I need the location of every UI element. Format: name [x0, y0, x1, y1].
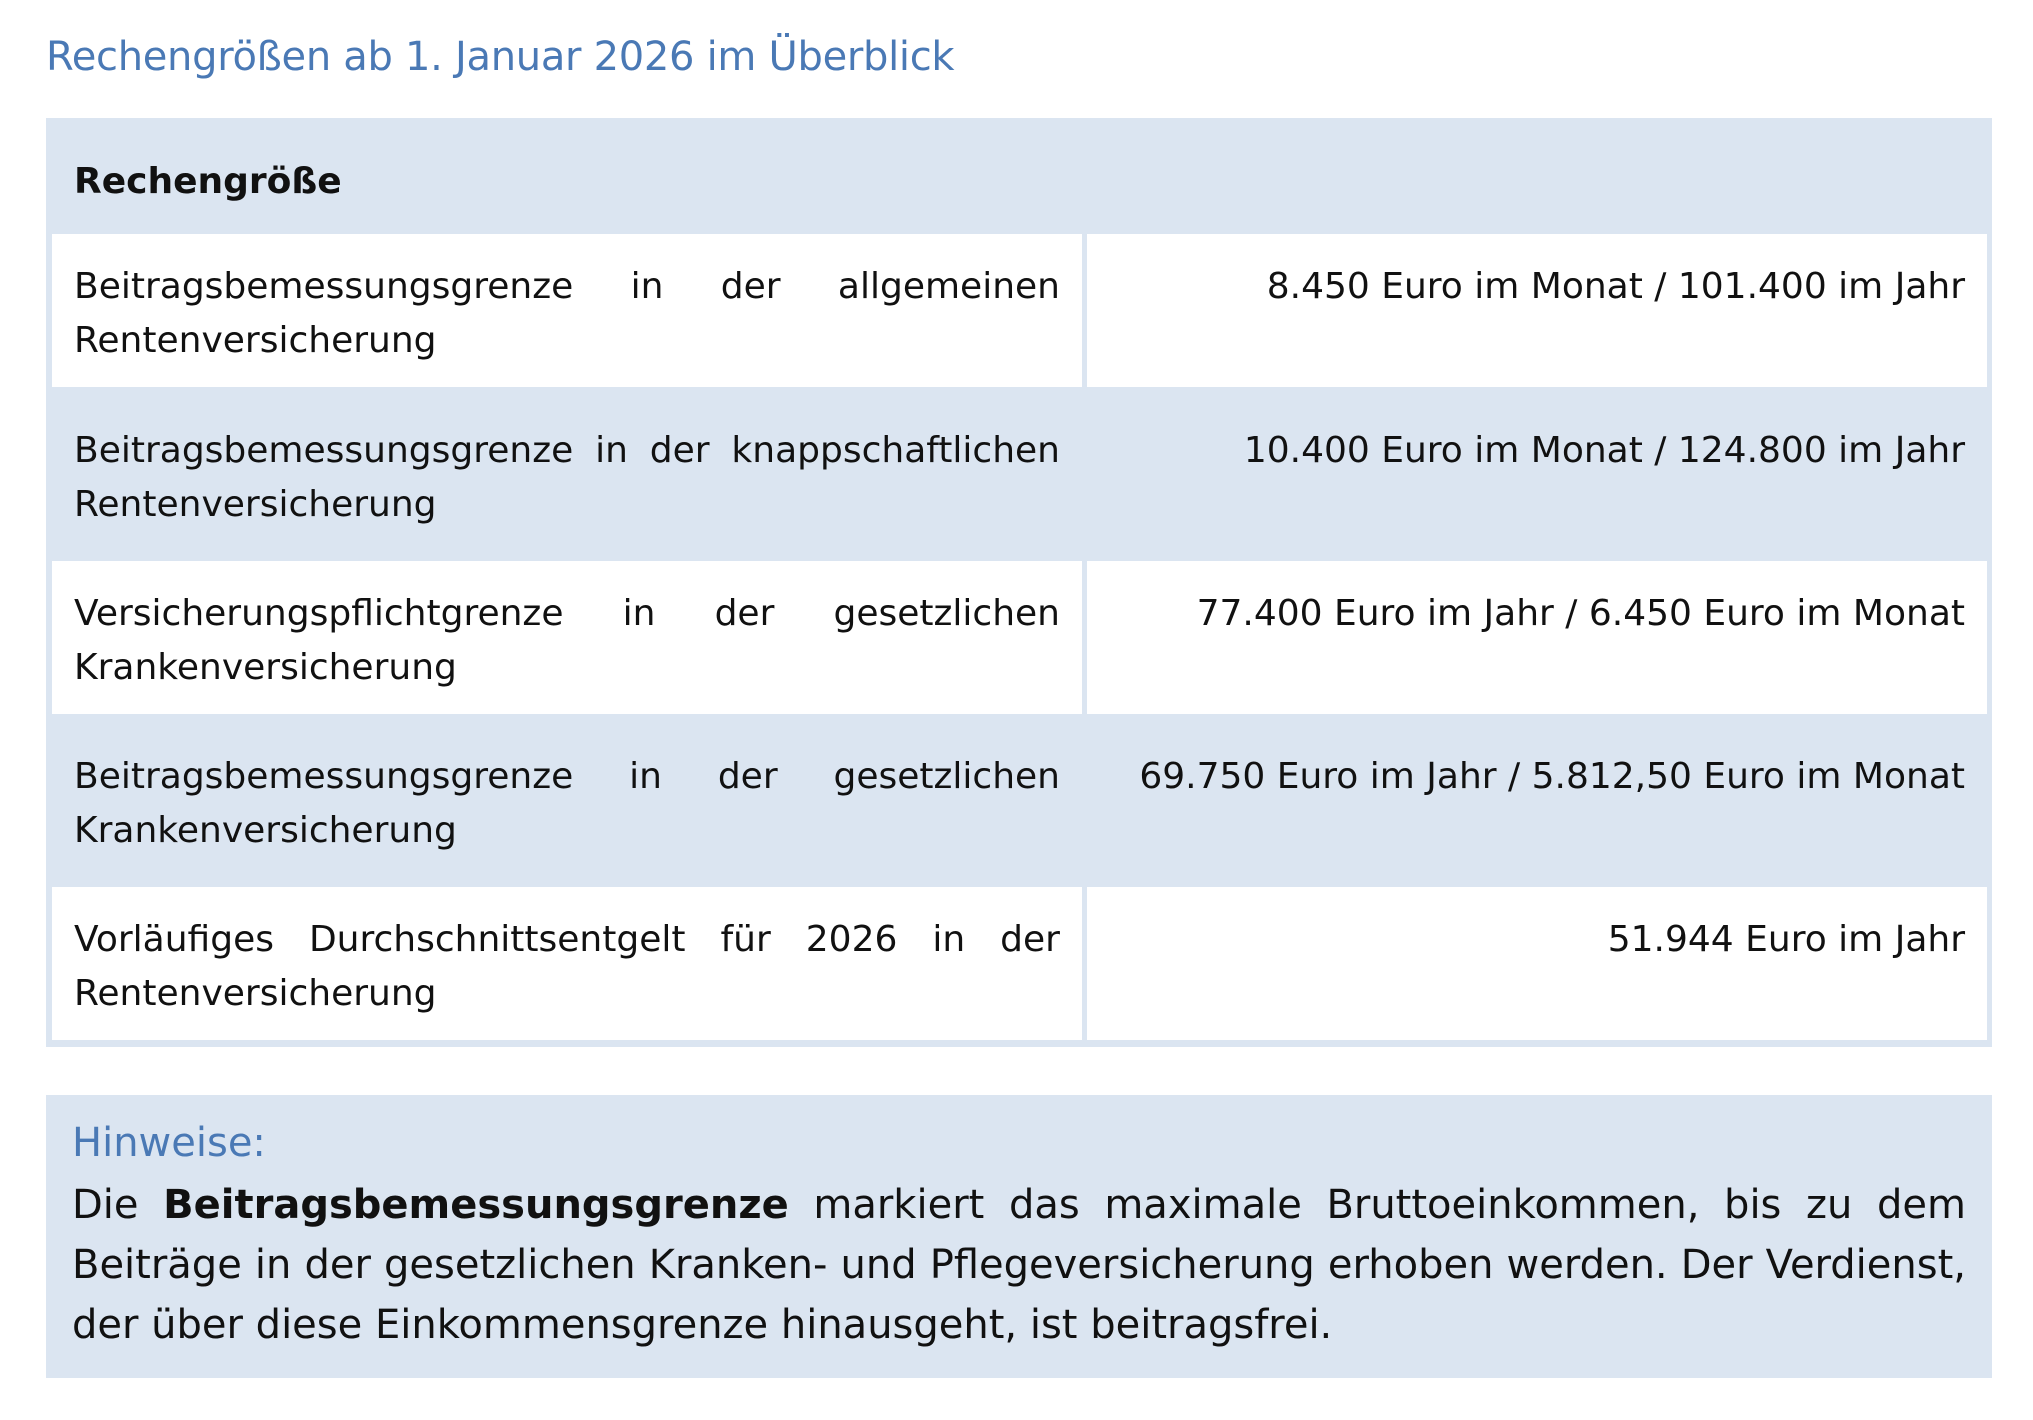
table-row-label: Vorläufiges Durchschnittsentgelt für 2026 in der Rentenversicherung: [52, 887, 1082, 1040]
notes-text-after: markiert das maximale Bruttoeinkommen, bis zu dem Beiträge in der gesetzlichen Kranken- und Pflegeversicherung erhoben werden. Der Verdienst, der über diese Einkommensgrenze hinausgeht, ist beitragsfrei.: [72, 1182, 1966, 1348]
table-header-rechengroesse: Rechengröße: [52, 125, 1082, 229]
table-row-value: 77.400 Euro im Jahr / 6.450 Euro im Monat: [1087, 561, 1987, 714]
table-row-value: 8.450 Euro im Monat / 101.400 im Jahr: [1087, 234, 1987, 387]
table-row-label: Beitragsbemessungsgrenze in der allgemeinen Rentenversicherung: [52, 234, 1082, 387]
notes-text: [72, 1175, 1966, 1355]
table-row-value: 69.750 Euro im Jahr / 5.812,50 Euro im Monat: [1087, 724, 1987, 877]
table-row-value: 51.944 Euro im Jahr: [1087, 887, 1987, 1040]
notes-text-bold-term: Beitragsbemessungsgrenze: [163, 1182, 789, 1228]
notes-text-before: Die: [72, 1182, 164, 1228]
table-header-value: [1087, 125, 1987, 229]
table-row-label: Versicherungspflichtgrenze in der gesetzlichen Krankenversicherung: [52, 561, 1082, 714]
table-row-value: 10.400 Euro im Monat / 124.800 im Jahr: [1087, 398, 1987, 551]
page-title: Rechengrößen ab 1. Januar 2026 im Überblick: [46, 34, 955, 80]
rechengroessen-table: [46, 118, 1992, 1047]
table-row-label: Beitragsbemessungsgrenze in der knappschaftlichen Rentenversicherung: [52, 398, 1082, 551]
notes-title: Hinweise:: [72, 1120, 266, 1166]
notes-box: [46, 1095, 1992, 1378]
table-row-label: Beitragsbemessungsgrenze in der gesetzlichen Krankenversicherung: [52, 724, 1082, 877]
